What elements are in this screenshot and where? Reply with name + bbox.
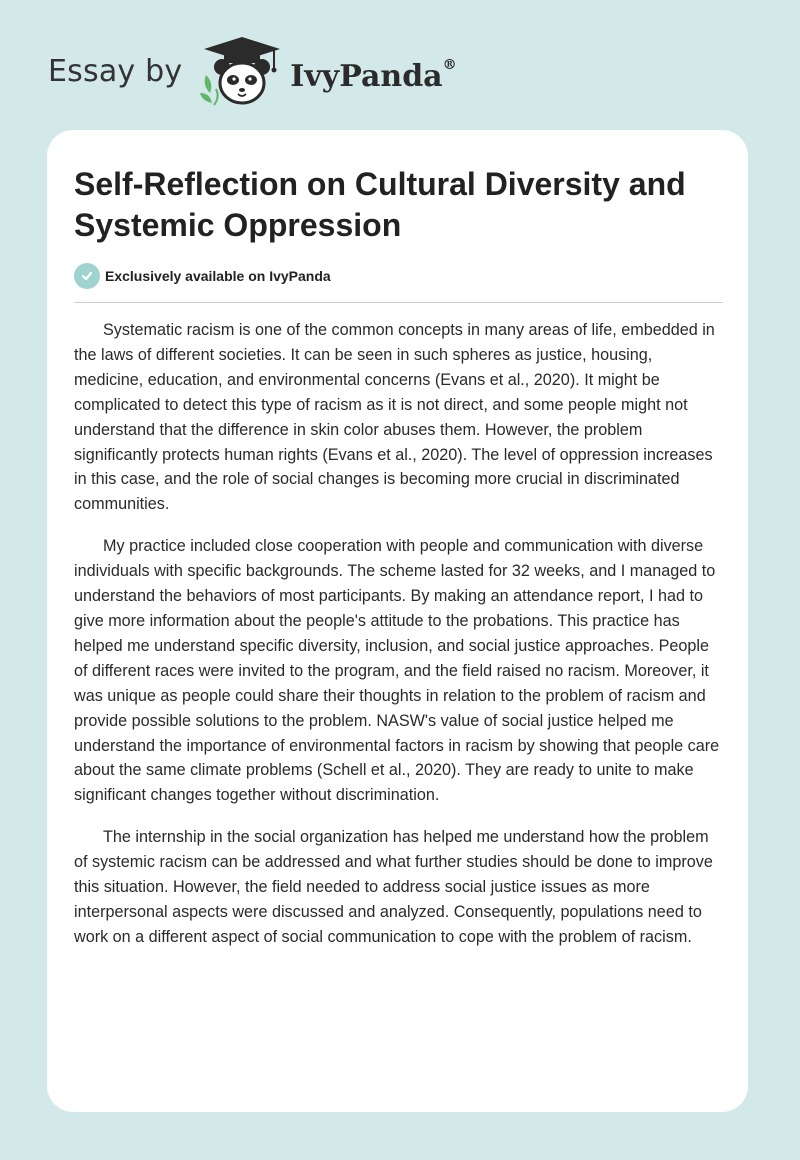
registered-mark: ®: [442, 56, 457, 73]
paragraph: The internship in the social organization has helped me understand how the problem of systemic racism can be addressed and what further studies should be done to improve this situation. However, the field needed to address social justice issues as more interpersonal aspects were discussed and analyzed. Consequently, populations need to work on a different aspect of social communication to cope with the problem of racism.: [74, 828, 713, 946]
essay-by-label: Essay by: [48, 53, 183, 89]
brand-name[interactable]: [290, 56, 457, 94]
exclusive-note: [74, 263, 331, 289]
paragraph: My practice included close cooperation with people and communication with diverse individuals with specific backgrounds. The scheme lasted for 32 weeks, and I managed to understand the behaviors of most participants. By making an attendance report, I had to give more information about the people's attitude to the probations. This practice has helped me understand specific diversity, inclusion, and social justice approaches. People of different races were invited to the program, and the field raised no racism. Moreover, it was unique as people could share their thoughts in relation to the problem of racism and provide possible solutions to the problem. NASW's value of social justice helped me understand the importance of environmental factors in racism by showing that people care about the same climate problems (Schell et al., 2020). They are ready to unite to make significant changes together without discrimination.: [74, 537, 720, 805]
page-title: Self-Reflection on Cultural Diversity and Systemic Oppression: [74, 166, 686, 243]
paragraph: Systematic racism is one of the common concepts in many areas of life, embedded in the laws of different societies. It can be seen in such spheres as justice, housing, medicine, education, and environmental concerns (Evans et al., 2020). It might be complicated to detect this type of racism as it is not direct, and some people might not understand that the difference in skin color abuses them. However, the problem significantly protects human rights (Evans et al., 2020). The level of oppression increases in this case, and the role of social changes is becoming more crucial in discriminated communities.: [74, 321, 715, 514]
brand-text[interactable]: IvyPanda: [290, 58, 443, 94]
check-circle-icon: [74, 263, 100, 289]
site-header: [48, 34, 457, 114]
exclusive-label: Exclusively available on IvyPanda: [105, 268, 331, 284]
essay-body: [74, 318, 724, 967]
panda-graduate-logo-icon[interactable]: [196, 35, 290, 114]
essay-card: [47, 130, 748, 1112]
divider: [74, 302, 723, 303]
